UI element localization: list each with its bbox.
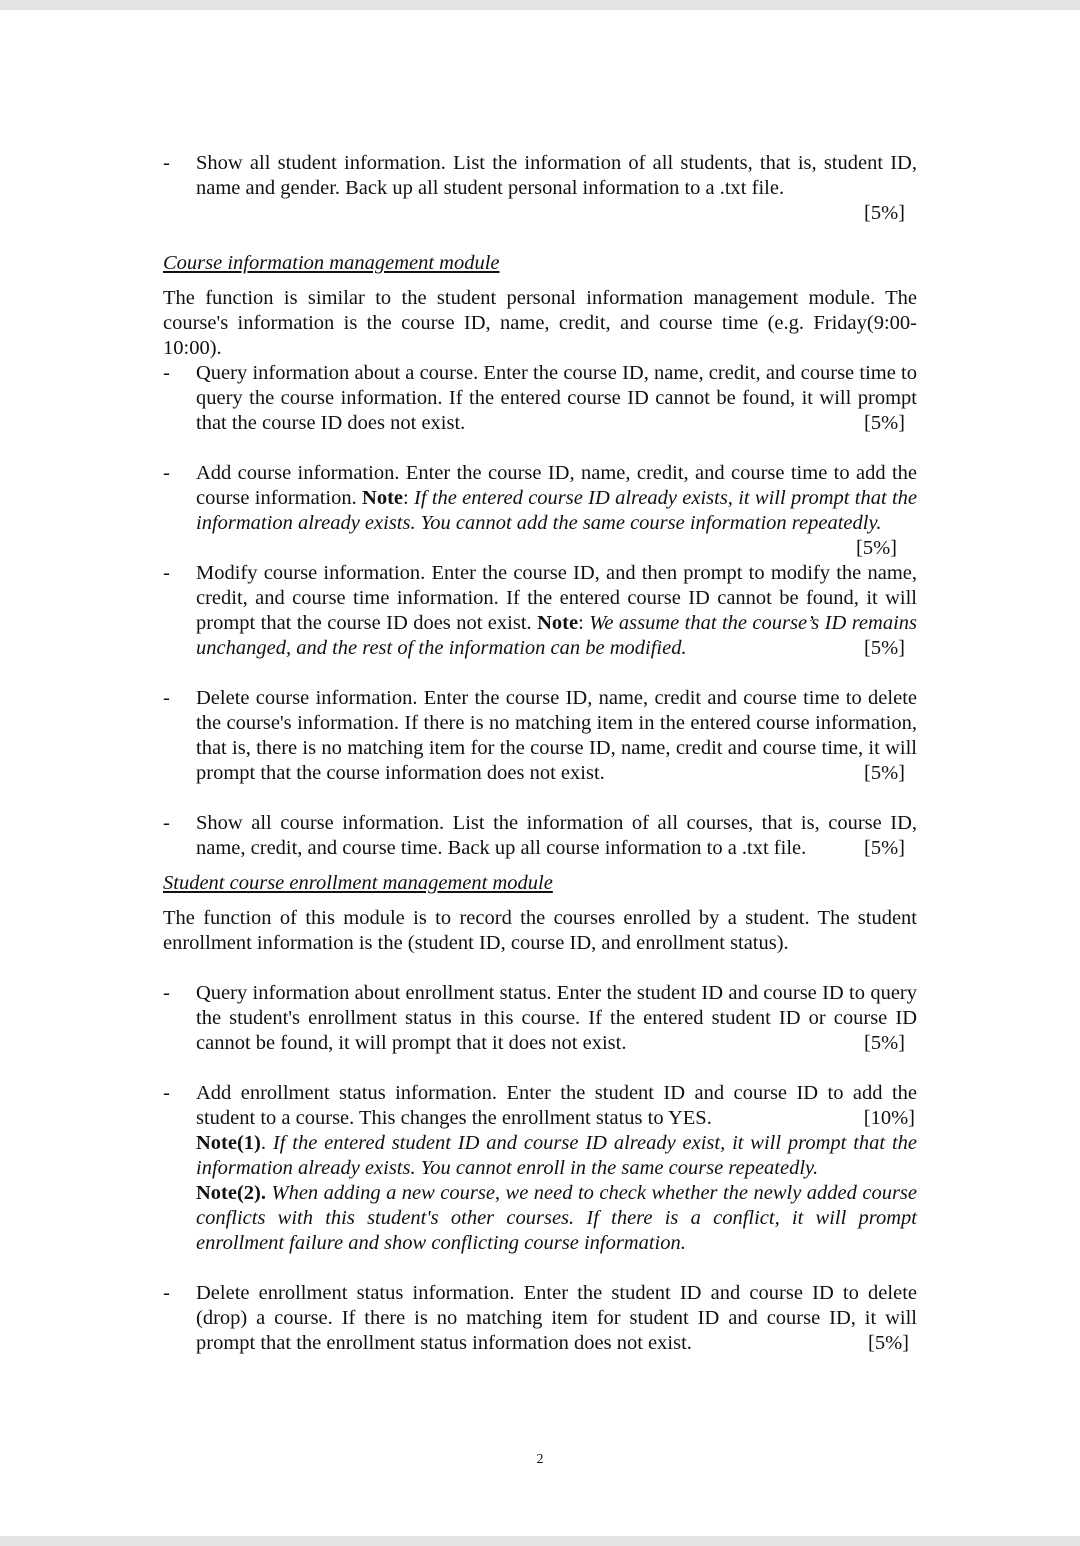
bullet-dash: - [163,362,170,384]
list-item-enrollment-query [163,981,917,1056]
weight-label: [5%] [856,537,897,559]
section-intro-course: The function is similar to the student personal information management module. The course's information is the course ID, name, credit, and course time (e.g. Friday(9:00-10:00). [163,287,917,359]
list-item-course-modify: - Modify course information. Enter the course ID, and then prompt to modify the name, credit, and course time information. If the entered course ID cannot be found, it will prompt that the course ID does not exist. Note: We assume that the course’s ID remains unchanged, and the rest of the information can be modified. [5%] [163,562,918,659]
weight-label: [5%] [864,762,905,784]
page-number: 2 [536,1452,544,1467]
note-label: Note [537,612,579,634]
note-text: If the entered course ID already exists, it will prompt that the information already exists. You cannot add the same course information repeatedly. [196,487,917,534]
weight-label: [5%] [864,1032,905,1054]
item-text: Query information about a course. Enter the course ID, name, credit, and course time to query the course information. If the entered course ID cannot be found, it will prompt that the course ID does not exist. [196,362,917,434]
list-item-enrollment-delete [163,1281,917,1356]
weight-label: [5%] [864,412,905,434]
document-page [0,10,1080,1536]
bullet-dash: - [163,462,170,484]
item-text: Add enrollment status information. Enter the student ID and course ID to add the student to a course. This changes the enrollment status to YES. [196,1082,917,1129]
note-label: Note(2). [196,1182,267,1204]
item-text: Add course information. Enter the course ID, name, credit, and course time to add the course information. [196,462,917,509]
bullet-dash: - [163,1082,170,1104]
section-intro-enrollment: The function of this module is to record the courses enrolled by a student. The student enrollment information is the (student ID, course ID, and enrollment status). [163,907,917,954]
item-text: Query information about enrollment status. Enter the student ID and course ID to query the student's enrollment status in this course. If the entered student ID or course ID cannot be found, it will prompt that it does not exist. [196,982,917,1054]
weight-label: [5%] [868,1332,909,1354]
item-text: Show all course information. List the information of all courses, that is, course ID, name, credit, and course time. Back up all course information to a .txt file. [196,812,917,859]
list-item-student-show-all [163,151,917,201]
weight-label: [5%] [864,637,905,659]
page-content [163,151,917,1356]
bullet-dash: - [163,562,170,584]
note-label: Note(1) [196,1132,261,1154]
note-text: If the entered student ID and course ID already exist, it will prompt that the information already exists. You cannot enroll in the same course repeatedly. [196,1132,918,1179]
note-2 [196,1181,917,1256]
section-heading-enrollment: Student course enrollment management module [163,872,553,894]
note-text: We assume that the course’s ID remains unchanged, and the rest of the information can be modified. [196,612,918,659]
item-text: Delete course information. Enter the course ID, name, credit and course time to delete the course's information. If there is no matching item in the entered course information, that is, there is no matching item for the course ID, name, credit and course time, it will prompt that the course information does not exist. [196,687,917,784]
weight-label: [5%] [864,202,905,224]
bullet-dash: - [163,152,170,174]
weight-line [163,201,917,226]
note-label: Note [362,487,404,509]
list-item-course-show-all [163,811,917,861]
weight-label: [10%] [863,1107,915,1129]
item-text: Show all student information. List the information of all students, that is, student ID, name and gender. Back up all student personal information to a .txt file. [196,152,917,199]
bullet-dash: - [163,982,170,1004]
list-item-course-add: - Add course information. Enter the course ID, name, credit, and course time to add the course information. Note: If the entered course ID already exists, it will prompt that the information already exists. You cannot add the same course information repeatedly. [5%] [163,462,917,559]
list-item-enrollment-add [163,1081,917,1256]
list-item-course-delete [163,686,917,786]
bullet-dash: - [163,1282,170,1304]
weight-label: [5%] [864,837,905,859]
bullet-dash: - [163,812,170,834]
item-text: Modify course information. Enter the course ID, and then prompt to modify the name, credit, and course time information. If the entered course ID cannot be found, it will prompt that the course ID does not exist. [196,562,917,634]
note-text: When adding a new course, we need to check whether the newly added course conflicts with this student's other courses. If there is a conflict, it will prompt enrollment failure and show conflicting course information. [196,1182,918,1254]
section-heading-course: Course information management module [163,252,500,274]
note-1: Note(1). If the entered student ID and course ID already exist, it will prompt that the information already exists. You cannot enroll in the same course repeatedly. [196,1132,918,1179]
bullet-dash: - [163,687,170,709]
item-text: Delete enrollment status information. Enter the student ID and course ID to delete (drop) a course. If there is no matching item for student ID and course ID, it will prompt that the enrollment status information does not exist. [196,1282,917,1354]
list-item-course-query [163,361,917,436]
